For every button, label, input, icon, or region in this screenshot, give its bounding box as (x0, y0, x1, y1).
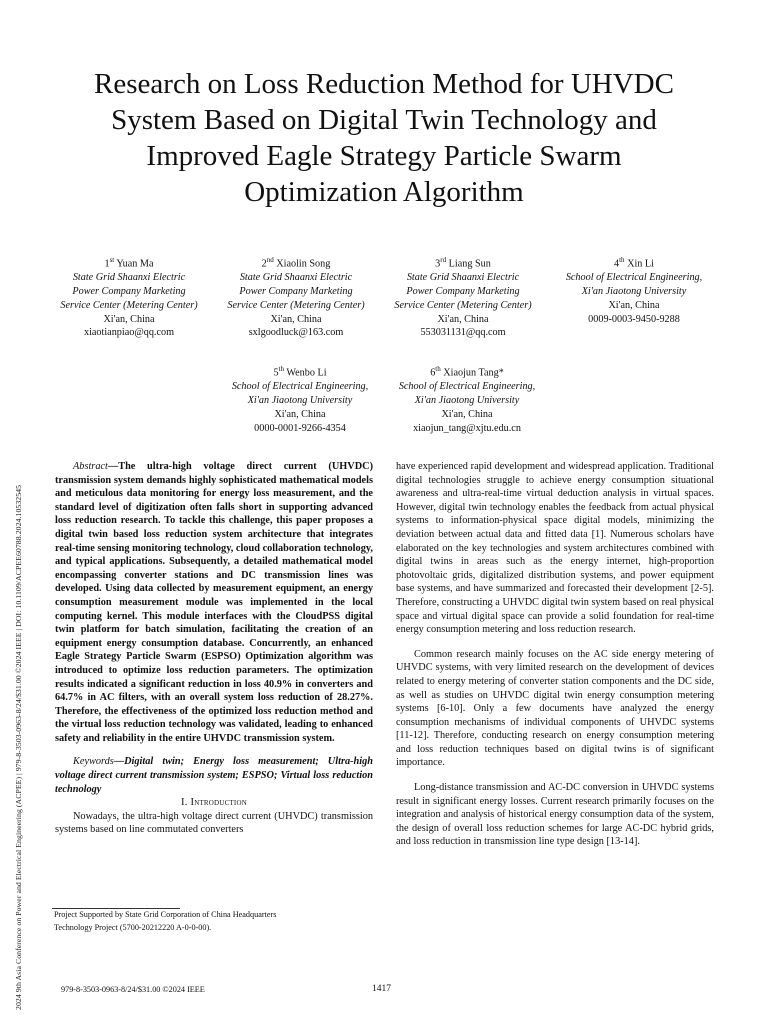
author-affiliation: Xi'an Jiaotong University (581, 285, 687, 297)
author-orcid: 0000-0001-9266-4354 (254, 422, 346, 434)
abstract-text: —The ultra-high voltage direct current (UHVDC) transmission system demands highly sophisticated mathematical models and meticulous data monitoring for energy loss measurement, and the standard level of digitization often falls short in supporting advanced loss reduction research. To tackle this challenge, this paper proposes a digital twin based loss reduction system architecture that integrates real-time sensing monitoring technology, cloud collaboration technology, and typical applications. Subsequently, a detailed mathematical model encompassing converter stations and DC transmission lines was developed. Using data collected by measurement equipment, an energy consumption measurement module was implemented in the local computing kernel. This module interfaces with the CloudPSS digital twin platform for batch simulation, facilitating the creation of an equipment energy consumption database. Concurrently, an enhanced Eagle Strategy Particle Swarm (ESPSO) Optimization algorithm was introduced to optimize loss reduction parameters. The optimization results indicated a significant reduction in loss 40.9% in converters and 64.7% in AC filters, with an overall system loss reduction of 28.27%. Therefore, the effectiveness of the optimized loss reduction method and the virtual loss reduction technology was validated, leading to enhanced safety and reliability in the entire UHVDC transmission system. (55, 461, 373, 744)
abstract-lead: Abstract (73, 461, 108, 472)
body-paragraph: Common research mainly focuses on the AC side energy metering of UHVDC systems, with very limited research on the development of devices related to energy metering of converter station components and the DC side, as well as studies on UHVDC digital twin energy consumption metering systems [6-10]. Only a few documents have analyzed the energy consumption mechanisms of individual components of UHVDC systems [11-12]. Therefore, conducting research on energy consumption metering and loss reduction techniques based on digital twins is of significant importance. (396, 648, 714, 769)
author-name-line: 4th Xin Li (614, 256, 654, 270)
author-affiliation: Service Center (Metering Center) (227, 299, 365, 311)
author-name-line: 3rd Liang Sun (435, 256, 491, 270)
author-block (381, 254, 545, 340)
author-affiliation: Power Company Marketing (406, 285, 520, 297)
author-orcid: 0009-0003-9450-9288 (588, 313, 680, 325)
author-affiliation: State Grid Shaanxi Electric (72, 272, 186, 284)
author-name-line: 6th Xiaojun Tang* (430, 365, 504, 379)
section-heading: I. Introduction (181, 797, 247, 809)
author-city: Xi'an, China (270, 313, 322, 325)
author-block (552, 254, 716, 326)
page-number: 1417 (372, 984, 391, 994)
keywords-text: —Digital twin; Energy loss measurement; Ultra-high voltage direct current transmission system; ESPSO; Virtual loss reduction technology (55, 756, 373, 795)
author-affiliation: Power Company Marketing (72, 285, 186, 297)
author-email[interactable]: xiaojun_tang@xjtu.edu.cn (413, 422, 521, 434)
body-paragraph: Long-distance transmission and AC-DC conversion in UHVDC systems result in significant energy losses. Current research primarily focuses on the integration and analysis of historical energy consumption data of the system, the design of overall loss reduction schemes for large AC-DC hybrid grids, and loss reduction in transmission line type design [13-14]. (396, 782, 714, 848)
author-affiliation: School of Electrical Engineering, (398, 381, 536, 393)
funding-footnote (54, 909, 374, 934)
keywords (55, 755, 373, 796)
author-city: Xi'an, China (103, 313, 155, 325)
keywords-lead: Keywords (73, 756, 114, 768)
footnote-line: Project Supported by State Grid Corporation of China Headquarters (54, 910, 277, 919)
title-line: Research on Loss Reduction Method for UHVDC (94, 68, 674, 100)
right-column (396, 460, 714, 849)
title-line: System Based on Digital Twin Technology and (111, 104, 657, 136)
author-affiliation: Xi'an Jiaotong University (414, 394, 520, 406)
doi-side-note: 2024 9th Asia Conference on Power and Electrical Engineering (ACPEE) | 979-8-3503-0963-8/24/$31.00 ©2024 IEEE | DOI: 10.1109/ACPEE60788.2024.10532545 (14, 484, 23, 1010)
copyright-footer: 979-8-3503-0963-8/24/$31.00 ©2024 IEEE (61, 985, 205, 994)
footnote-line: Technology Project (5700-20212220 A-0-0-00). (54, 922, 212, 932)
author-city: Xi'an, China (274, 408, 326, 420)
title-line: Optimization Algorithm (244, 176, 524, 208)
author-email[interactable]: sxlgoodluck@163.com (248, 327, 344, 339)
author-block (218, 363, 382, 435)
author-block (214, 254, 378, 340)
abstract (55, 460, 373, 745)
author-name-line: 5th Wenbo Li (273, 365, 327, 379)
author-block (385, 363, 549, 435)
author-block (47, 254, 211, 340)
author-city: Xi'an, China (437, 313, 489, 325)
author-affiliation: School of Electrical Engineering, (231, 381, 369, 393)
paper-title (60, 66, 708, 210)
author-city: Xi'an, China (441, 408, 493, 420)
author-affiliation: School of Electrical Engineering, (565, 272, 703, 284)
author-affiliation: Xi'an Jiaotong University (247, 394, 353, 406)
author-affiliation: Service Center (Metering Center) (60, 299, 198, 311)
body-paragraph: have experienced rapid development and widespread application. Traditional digital technologies struggle to achieve energy consumption situational awareness and ultra-real-time virtual deduction analysis in virtual spaces. However, digital twin technology enables the feedback from actual physical systems to information-physical space digital models, minimizing the deviation between actual data and fitted data [1]. Numerous scholars have elaborated on the key technologies and system architectures combined with digital twins in areas such as the energy internet, high-proportion photovoltaic grids, digitalized distribution systems, and power equipment base systems, and have summarized and forecasted their development [2-5]. Therefore, constructing a UHVDC digital twin system based on real physical space and virtual digital space can provide a solid foundation for real-time energy consumption metering and loss reduction research. (396, 461, 714, 636)
author-affiliation: Power Company Marketing (239, 285, 353, 297)
title-line: Improved Eagle Strategy Particle Swarm (146, 140, 622, 172)
author-affiliation: State Grid Shaanxi Electric (239, 272, 353, 284)
author-city: Xi'an, China (608, 299, 660, 311)
left-column (55, 460, 373, 837)
body-paragraph: Nowadays, the ultra-high voltage direct current (UHVDC) transmission systems based on line commutated converters (55, 810, 373, 836)
author-affiliation: State Grid Shaanxi Electric (406, 272, 520, 284)
author-name-line: 2nd Xiaolin Song (261, 256, 331, 270)
author-name-line: 1st Yuan Ma (104, 256, 154, 270)
author-affiliation: Service Center (Metering Center) (394, 299, 532, 311)
author-email[interactable]: xiaotianpiao@qq.com (83, 327, 174, 339)
author-email[interactable]: 553031131@qq.com (420, 327, 506, 339)
